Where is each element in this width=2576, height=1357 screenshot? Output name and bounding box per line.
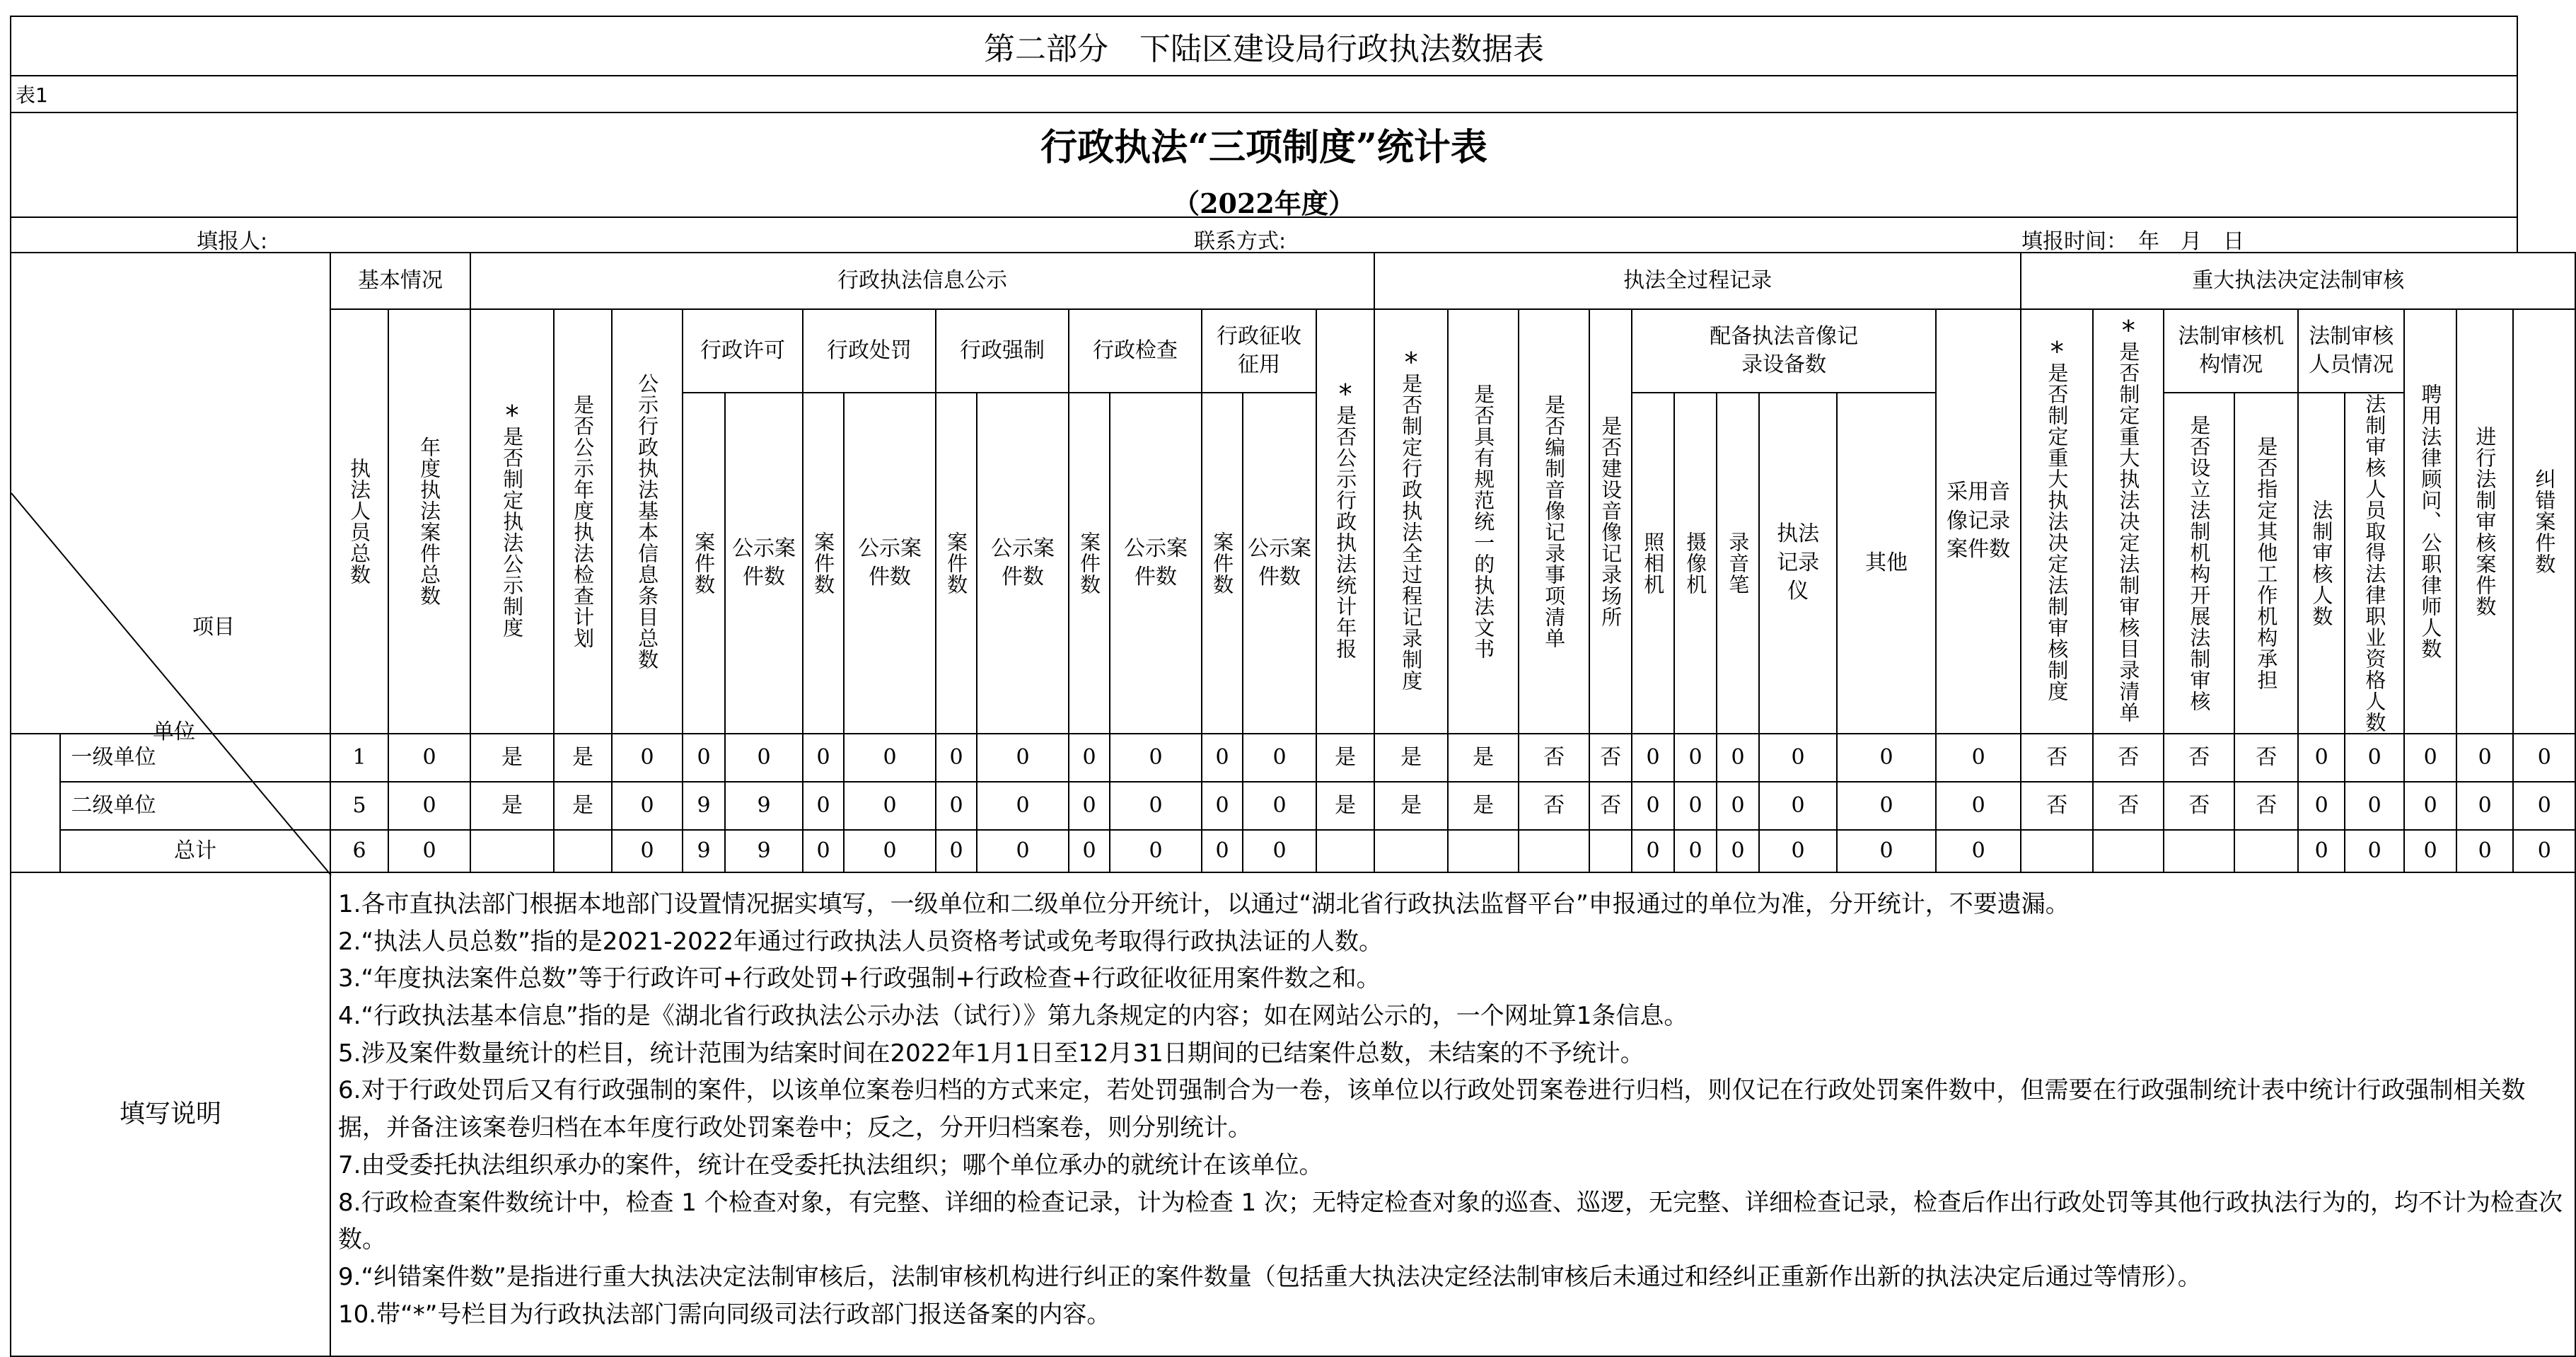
header-text: 案件数 [811, 531, 836, 595]
corner-diagonal [11, 493, 331, 875]
statistics-table [10, 252, 2563, 1329]
col-permit: 行政许可 [683, 309, 803, 393]
report-time-label: 填报时间： 年 月 日 [2021, 229, 2244, 254]
table-cell: 0 [1069, 830, 1110, 872]
reporter-label: 填报人: [197, 229, 268, 254]
header-text: 年度执法案件总数 [417, 437, 442, 606]
col-org-group: 法制审核机构情况 [2164, 309, 2298, 393]
table-cell: 9 [725, 830, 803, 872]
note-item: 1.各市直执法部门根据本地部门设置情况据实填写，一级单位和二级单位分开统计，以通过“湖北省行政执法监督平台”申报通过的单位为准，分开统计，不要遗漏。 [338, 890, 2070, 918]
col-rev-cases [2456, 309, 2513, 734]
table-cell [1589, 830, 1632, 872]
note-item: 6.对于行政处罚后又有行政强制的案件，以该单位案卷归档的方式来定，若处罚强制合为一卷，该单位以行政处罚案卷进行归档，则仅记在行政处罚案件数中，但需要在行政强制统计表中统计行政强制相关数据，并备注该案卷归档在本年度行政处罚案卷中；反之，分开归档案卷，则分别统计。 [338, 1076, 2526, 1143]
table-row [11, 782, 2575, 830]
table-cell: 0 [1110, 830, 1202, 872]
col-staff-group: 法制审核人员情况 [2298, 309, 2404, 393]
table-cell: 0 [725, 734, 803, 782]
group-recording: 执法全过程记录 [1374, 253, 2021, 309]
group-publicity: 行政执法信息公示 [470, 253, 1374, 309]
table-cell: 0 [1202, 782, 1243, 830]
table-cell: 否 [1589, 734, 1632, 782]
table-cell: 0 [1837, 830, 1936, 872]
table-cell: 0 [1202, 830, 1243, 872]
table-cell: 是 [1448, 734, 1519, 782]
group-basic: 基本情况 [330, 253, 470, 309]
table-cell: 是 [470, 782, 554, 830]
col-staff-qual [2345, 393, 2404, 734]
col-pub-plan [554, 309, 612, 734]
group-review: 重大执法决定法制审核 [2021, 253, 2575, 309]
col-penalty: 行政处罚 [803, 309, 936, 393]
contact-label: 联系方式: [1194, 229, 1287, 254]
table-cell: 0 [388, 734, 470, 782]
table-cell: 0 [1674, 782, 1717, 830]
col-corrected [2513, 309, 2575, 734]
table-cell: 0 [1837, 734, 1936, 782]
table-cell: 0 [2298, 830, 2345, 872]
col-inspect-pub: 公示案件数 [1110, 393, 1202, 734]
table-cell: 是 [1374, 782, 1448, 830]
col-rec-list [1519, 309, 1589, 734]
table-cell: 否 [1519, 782, 1589, 830]
header-text: 摄像机 [1683, 531, 1708, 595]
row-label: 总计 [60, 830, 330, 872]
table-cell: 是 [554, 782, 612, 830]
part-title: 第二部分 下陆区建设局行政执法数据表 [10, 16, 2518, 75]
table-cell: 是 [1316, 782, 1374, 830]
header-text: 是否指定其他工作机构承担 [2254, 436, 2279, 691]
col-rec-system [1374, 309, 1448, 734]
table-cell: 0 [388, 830, 470, 872]
col-enforce-cases [936, 393, 977, 734]
table-cell: 0 [1936, 830, 2021, 872]
table-cell: 0 [844, 782, 936, 830]
table-cell: 0 [1632, 734, 1674, 782]
table-cell: 0 [1243, 830, 1316, 872]
header-text: 是否公示行政执法统计年报 [1333, 405, 1358, 659]
table-cell: 0 [803, 830, 844, 872]
table-cell [2021, 830, 2093, 872]
star-mark: * [2050, 336, 2064, 367]
table-row-total [11, 830, 2575, 872]
note-item: 7.由受委托执法组织承办的案件，统计在受委托执法组织；哪个单位承办的就统计在该单位。 [338, 1150, 1323, 1179]
table-cell: 是 [554, 734, 612, 782]
table-cell: 0 [1717, 830, 1759, 872]
table-cell: 0 [1202, 734, 1243, 782]
table-cell: 否 [1589, 782, 1632, 830]
header-text: 录音笔 [1726, 531, 1751, 595]
table-cell: 0 [1674, 830, 1717, 872]
col-pub-system [470, 309, 554, 734]
table-cell: 0 [2404, 734, 2456, 782]
year-subtitle: （2022年度） [1173, 187, 1355, 219]
note-item: 3.“年度执法案件总数”等于行政许可+行政处罚+行政强制+行政检查+行政征收征用案件数之和。 [338, 964, 1381, 993]
col-video [1674, 393, 1717, 734]
col-pub-annual-report [1316, 309, 1374, 734]
star-mark: * [2121, 315, 2135, 346]
table-cell: 0 [2345, 734, 2404, 782]
header-text: 是否制定重大执法决定法制审核目录清单 [2116, 341, 2141, 723]
col-recorder: 执法记录仪 [1759, 393, 1837, 734]
table-cell: 0 [1110, 734, 1202, 782]
fill-row [10, 216, 2518, 252]
table-cell: 0 [2456, 734, 2513, 782]
header-text: 是否设立法制机构开展法制审核 [2187, 415, 2212, 712]
col-rec-docs [1448, 309, 1519, 734]
table-cell: 0 [2513, 782, 2575, 830]
header-text: 法制审核人员取得法律职业资格人数 [2362, 393, 2387, 733]
note-item: 8.行政检查案件数统计中，检查 1 个检查对象，有完整、详细的检查记录，计为检查 1 次；无特定检查对象的巡查、巡逻，无完整、详细检查记录，检查后作出行政处罚等其他行政执法行为的，均不计为检查次数。 [338, 1188, 2563, 1254]
col-levy-cases [1202, 393, 1243, 734]
col-rev-system [2021, 309, 2093, 734]
table-cell: 0 [2404, 782, 2456, 830]
table-cell: 否 [2093, 734, 2164, 782]
table-cell: 0 [2298, 734, 2345, 782]
table-cell: 0 [977, 734, 1069, 782]
header-text: 案件数 [692, 531, 716, 595]
star-mark: * [1338, 379, 1352, 410]
table-cell: 0 [1717, 734, 1759, 782]
table-cell: 是 [1374, 734, 1448, 782]
table-cell [470, 830, 554, 872]
col-pub-basic-info [612, 309, 683, 734]
table-cell: 0 [803, 782, 844, 830]
table-cell: 0 [1243, 782, 1316, 830]
table-cell: 0 [1759, 830, 1837, 872]
header-text: 案件数 [1077, 531, 1102, 595]
col-levy: 行政征收征用 [1202, 309, 1316, 393]
table-cell: 9 [683, 830, 725, 872]
table-cell: 0 [1110, 782, 1202, 830]
header-text: 是否编制音像记录事项清单 [1542, 394, 1567, 649]
note-item: 5.涉及案件数量统计的栏目，统计范围为结案时间在2022年1月1日至12月31日期间的已结案件总数，未结案的不予统计。 [338, 1039, 1644, 1068]
table-cell: 否 [2164, 782, 2234, 830]
row-label: 二级单位 [60, 782, 166, 830]
header-text: 是否制定执法公示制度 [500, 426, 525, 638]
col-permit-pub: 公示案件数 [725, 393, 803, 734]
table-cell: 0 [1632, 830, 1674, 872]
col-counsel [2404, 309, 2456, 734]
table-cell: 0 [1936, 734, 2021, 782]
header-text: 执法人员总数 [347, 458, 372, 585]
col-org-setup [2164, 393, 2234, 734]
table-cell: 否 [2164, 734, 2234, 782]
table-cell [1316, 830, 1374, 872]
corner-cell [11, 253, 330, 744]
col-penalty-pub: 公示案件数 [844, 393, 936, 734]
table-cell: 0 [977, 830, 1069, 872]
star-mark: * [1404, 347, 1418, 378]
table-cell: 否 [1519, 734, 1589, 782]
table-cell: 0 [612, 830, 683, 872]
col-inspect-cases [1069, 393, 1110, 734]
header-text: 公示行政执法基本信息条目总数 [635, 373, 660, 670]
table-cell: 0 [2456, 782, 2513, 830]
table-cell: 0 [1069, 734, 1110, 782]
header-text: 是否具有规范统一的执法文书 [1471, 383, 1496, 659]
table-label: 表1 [10, 75, 2518, 112]
table-cell: 0 [936, 782, 977, 830]
table-cell: 0 [388, 782, 470, 830]
notes-row [11, 872, 2575, 1356]
col-penalty-cases [803, 393, 844, 734]
table-cell: 0 [683, 734, 725, 782]
table-cell: 0 [1717, 782, 1759, 830]
col-av-cases: 采用音像记录案件数 [1936, 309, 2021, 734]
table-cell: 0 [1759, 782, 1837, 830]
col-camera [1632, 393, 1674, 734]
col-staff-count [2298, 393, 2345, 734]
corner-unit-label: 单位 [153, 720, 195, 744]
table-cell: 0 [1837, 782, 1936, 830]
table-cell: 是 [1448, 782, 1519, 830]
table-cell: 0 [2345, 782, 2404, 830]
note-item: 10.带“*”号栏目为行政执法部门需向同级司法行政部门报送备案的内容。 [338, 1300, 1111, 1329]
table-cell: 是 [1316, 734, 1374, 782]
main-title: 行政执法“三项制度”统计表 [1040, 126, 1487, 169]
col-permit-cases [683, 393, 725, 734]
table-cell: 0 [844, 830, 936, 872]
table-cell: 9 [683, 782, 725, 830]
table-cell: 否 [2234, 782, 2298, 830]
table-cell [1374, 830, 1448, 872]
table-cell: 0 [1632, 782, 1674, 830]
table-cell: 0 [2298, 782, 2345, 830]
table-cell: 0 [977, 782, 1069, 830]
table-cell: 0 [803, 734, 844, 782]
header-text: 是否制定重大执法决定法制审核制度 [2045, 362, 2070, 702]
table-cell: 0 [612, 734, 683, 782]
table-cell: 0 [1069, 782, 1110, 830]
table-cell: 否 [2021, 782, 2093, 830]
table-cell [554, 830, 612, 872]
table-cell: 6 [330, 830, 388, 872]
col-pen [1717, 393, 1759, 734]
header-text: 案件数 [1210, 531, 1235, 595]
table-cell: 9 [725, 782, 803, 830]
table-cell: 0 [2345, 830, 2404, 872]
table-cell: 否 [2021, 734, 2093, 782]
table-cell: 是 [470, 734, 554, 782]
table-cell: 0 [936, 830, 977, 872]
header-text: 照相机 [1641, 531, 1666, 595]
table-cell [2164, 830, 2234, 872]
col-enforce: 行政强制 [936, 309, 1069, 393]
main-title-block [10, 112, 2518, 219]
header-text: 进行法制审核案件数 [2473, 426, 2497, 617]
col-inspect: 行政检查 [1069, 309, 1202, 393]
table-cell: 0 [612, 782, 683, 830]
col-enforce-pub: 公示案件数 [977, 393, 1069, 734]
col-org-other [2234, 393, 2298, 734]
table-cell: 0 [844, 734, 936, 782]
col-other: 其他 [1837, 393, 1936, 734]
header-text: 纠错案件数 [2532, 468, 2557, 574]
star-mark: * [505, 400, 519, 431]
table-cell: 否 [2234, 734, 2298, 782]
table-cell: 0 [2456, 830, 2513, 872]
notes-label: 填写说明 [11, 872, 330, 1356]
col-rec-place [1589, 309, 1632, 734]
header-text: 法制审核人数 [2309, 500, 2334, 627]
corner-item-label: 项目 [192, 615, 235, 640]
table-cell [2093, 830, 2164, 872]
table-cell: 0 [2513, 734, 2575, 782]
note-item: 4.“行政执法基本信息”指的是《湖北省行政执法公示办法（试行）》第九条规定的内容；如在网站公示的，一个网址算1条信息。 [338, 1002, 1688, 1031]
col-staff-total [330, 309, 388, 734]
header-text: 是否公示年度执法检查计划 [571, 394, 596, 649]
table-row [11, 734, 2575, 782]
table-cell [1519, 830, 1589, 872]
table-cell [1448, 830, 1519, 872]
col-levy-pub: 公示案件数 [1243, 393, 1316, 734]
header-text: 是否制定行政执法全过程记录制度 [1399, 373, 1424, 691]
table-cell: 0 [2513, 830, 2575, 872]
table-cell: 1 [330, 734, 388, 782]
table-cell: 否 [2093, 782, 2164, 830]
table-cell: 0 [1674, 734, 1717, 782]
col-rev-list [2093, 309, 2164, 734]
table-cell: 0 [1243, 734, 1316, 782]
table-cell: 0 [1936, 782, 2021, 830]
note-item: 2.“执法人员总数”指的是2021-2022年通过行政执法人员资格考试或免考取得行政执法证的人数。 [338, 927, 1383, 956]
table-cell: 0 [936, 734, 977, 782]
table-cell [2234, 830, 2298, 872]
row-label: 一级单位 [60, 734, 166, 782]
table-cell: 0 [2404, 830, 2456, 872]
table-cell: 5 [330, 782, 388, 830]
note-item: 9.“纠错案件数”是指进行重大执法决定法制审核后，法制审核机构进行纠正的案件数量（包括重大执法决定经法制审核后未通过和经纠正重新作出新的执法决定后通过等情形）。 [338, 1262, 2202, 1291]
header-text: 聘用法律顾问、公职律师人数 [2418, 383, 2443, 659]
table-cell: 0 [1759, 734, 1837, 782]
col-equip-group: 配备执法音像记录设备数 [1632, 309, 1936, 393]
header-text: 是否建设音像记录场所 [1599, 415, 1623, 628]
col-annual-cases [388, 309, 470, 734]
header-text: 案件数 [944, 531, 969, 595]
notes-body [330, 872, 2575, 1356]
